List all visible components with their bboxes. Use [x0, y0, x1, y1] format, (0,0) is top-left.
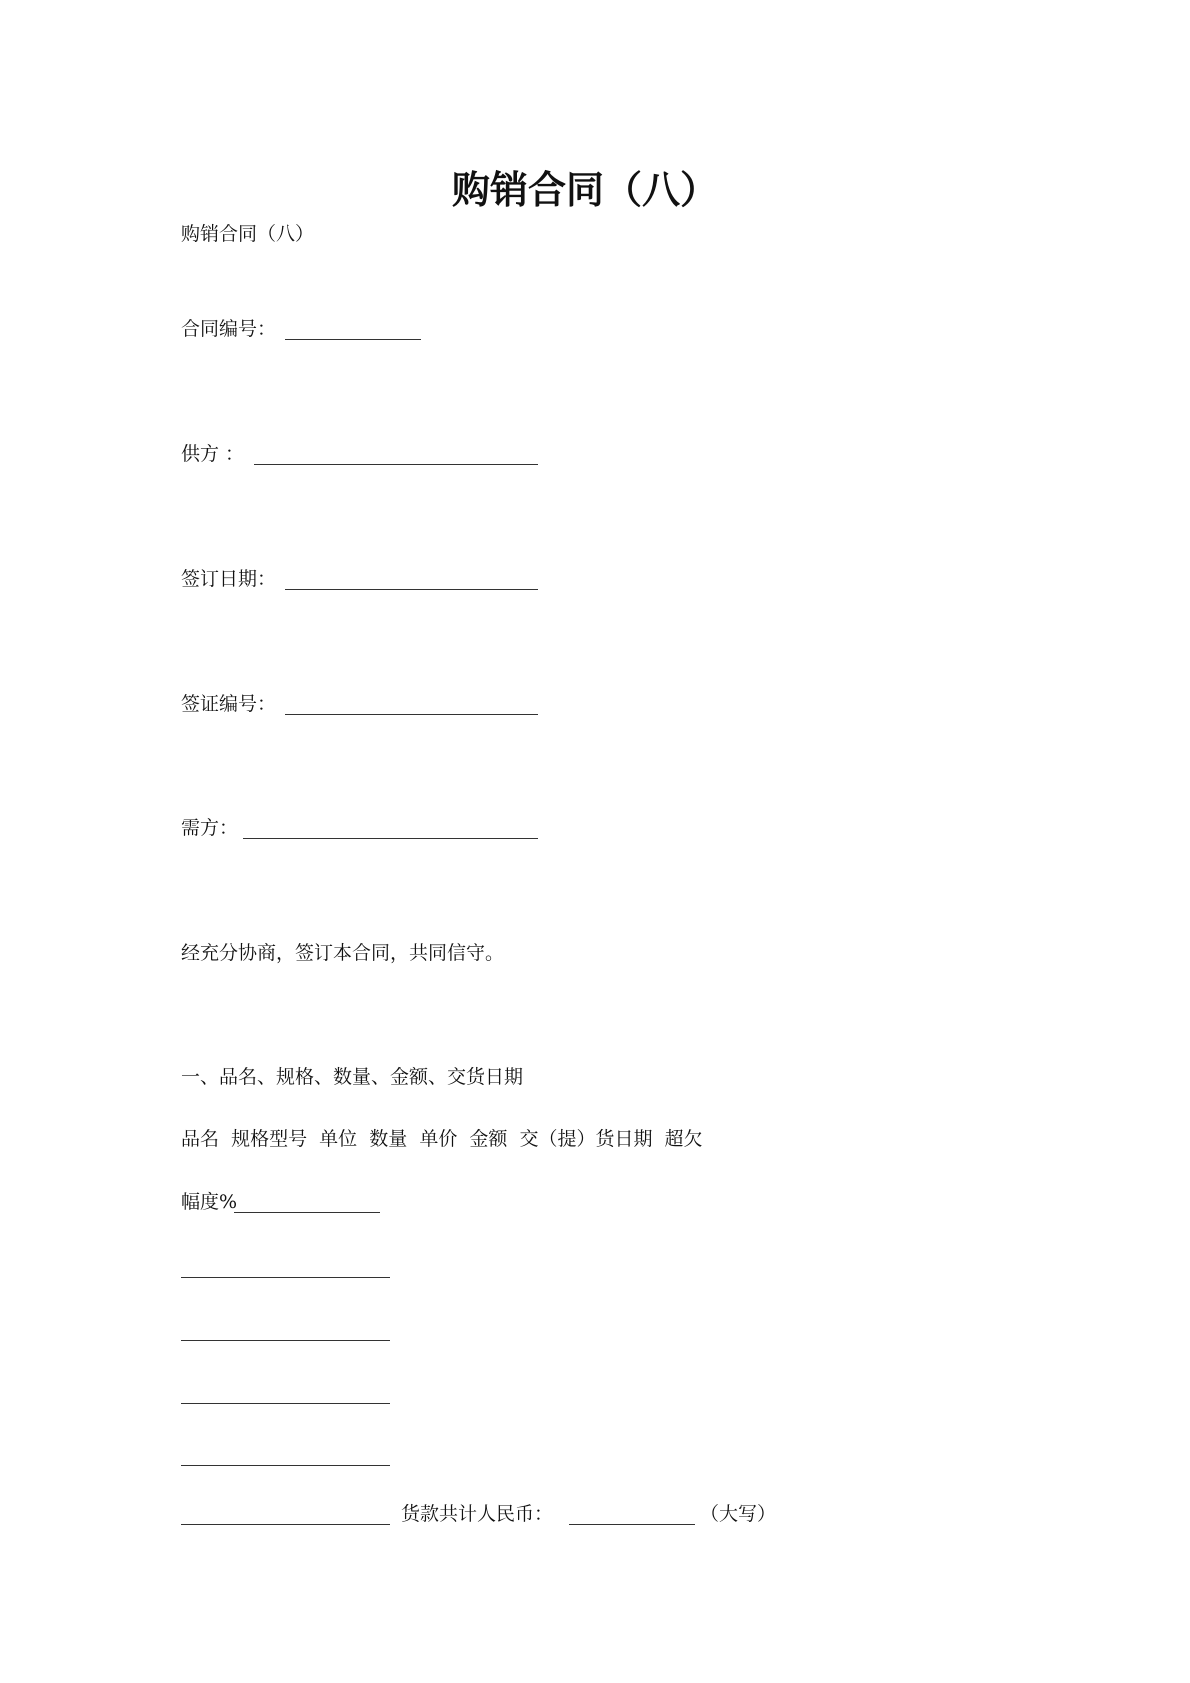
document-title: 购销合同（八）: [451, 168, 718, 212]
section1-columns: 品名 规格型号 单位 数量 单价 金额 交（提）货日期 超欠: [181, 1128, 703, 1150]
total-amount-field[interactable]: [569, 1524, 695, 1525]
contract-no-field[interactable]: [285, 339, 421, 340]
visa-no-field[interactable]: [285, 714, 538, 715]
buyer-label: 需方：: [181, 817, 239, 839]
agreement-text: 经充分协商，签订本合同，共同信守。: [181, 942, 505, 964]
supplier-label: 供方 ：: [181, 443, 245, 465]
sign-date-label: 签订日期：: [181, 568, 277, 590]
item-row-blank[interactable]: [181, 1524, 390, 1525]
item-row-blank[interactable]: [181, 1340, 390, 1341]
buyer-field[interactable]: [243, 838, 538, 839]
section1-heading: 一、品名、规格、数量、金额、交货日期: [181, 1066, 524, 1088]
tolerance-field[interactable]: [234, 1212, 380, 1213]
document-subtitle: 购销合同（八）: [181, 223, 315, 245]
supplier-field[interactable]: [254, 464, 538, 465]
item-row-blank[interactable]: [181, 1403, 390, 1404]
uppercase-note: （大写）: [700, 1503, 777, 1525]
sign-date-field[interactable]: [285, 589, 538, 590]
contract-no-label: 合同编号：: [181, 318, 277, 340]
tolerance-label: 幅度%: [181, 1191, 238, 1213]
item-row-blank[interactable]: [181, 1465, 390, 1466]
item-row-blank[interactable]: [181, 1277, 390, 1278]
total-label: 货款共计人民币：: [401, 1503, 554, 1525]
visa-no-label: 签证编号：: [181, 693, 277, 715]
